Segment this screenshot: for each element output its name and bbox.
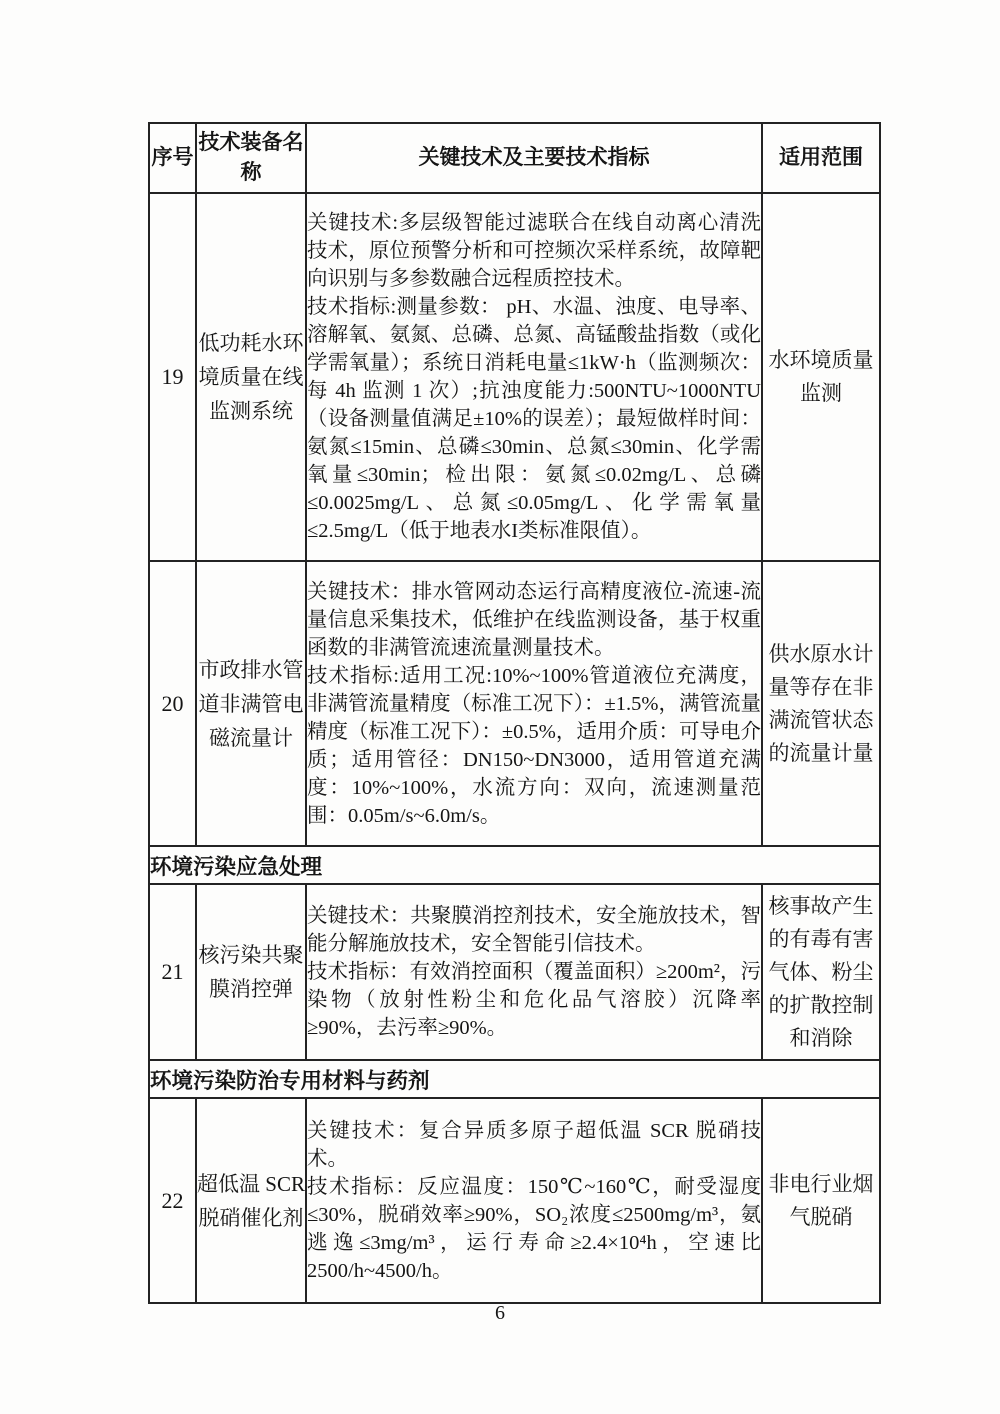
cell-equipment-name: 核污染共聚膜消控弹 xyxy=(196,884,306,1060)
cell-tech-details xyxy=(306,561,762,846)
key-technology-text: 关键技术：复合异质多原子超低温 SCR 脱硝技术。 xyxy=(307,1119,761,1170)
header-col-scope: 适用范围 xyxy=(762,123,880,193)
cell-tech-details xyxy=(306,193,762,561)
section-title: 环境污染防治专用材料与药剂 xyxy=(149,1060,880,1098)
cell-scope: 核事故产生的有毒有害气体、粉尘的扩散控制和消除 xyxy=(762,884,880,1060)
tech-indicators-text: 技术指标：反应温度：150℃~160℃，耐受湿度≤30%，脱硝效率≥90%，SO₂浓度≤2500mg/m³，氨逃逸≤3mg/m³，运行寿命≥2.4×10⁴h，空速比2500/h~4500/h。 xyxy=(307,1175,761,1282)
section-row xyxy=(149,846,880,884)
cell-scope: 非电行业烟气脱硝 xyxy=(762,1098,880,1303)
cell-number: 21 xyxy=(149,884,196,1060)
equipment-table xyxy=(148,122,881,1304)
cell-equipment-name: 低功耗水环境质量在线监测系统 xyxy=(196,193,306,561)
cell-number: 22 xyxy=(149,1098,196,1303)
header-col-name: 技术装备名称 xyxy=(196,123,306,193)
cell-tech-details xyxy=(306,1098,762,1303)
table-row xyxy=(149,193,880,561)
key-technology-text: 关键技术：排水管网动态运行高精度液位-流速-流量信息采集技术，低维护在线监测设备，基于权重函数的非满管流速流量测量技术。 xyxy=(307,580,761,659)
tech-indicators-text: 技术指标:适用工况:10%~100%管道液位充满度，非满管流量精度（标准工况下）：±1.5%，满管流量精度（标准工况下）：±0.5%，适用介质：可导电介质；适用管径：DN150~DN3000，适用管道充满度：10%~100%，水流方向：双向，流速测量范围：0.05m/s~6.0m/s。 xyxy=(307,664,761,827)
table-header-row xyxy=(149,123,880,193)
section-title: 环境污染应急处理 xyxy=(149,846,880,884)
cell-scope: 供水原水计量等存在非满流管状态的流量计量 xyxy=(762,561,880,846)
cell-scope: 水环境质量监测 xyxy=(762,193,880,561)
section-row xyxy=(149,1060,880,1098)
table-row xyxy=(149,1098,880,1303)
header-col-number: 序号 xyxy=(149,123,196,193)
cell-equipment-name: 市政排水管道非满管电磁流量计 xyxy=(196,561,306,846)
cell-equipment-name: 超低温 SCR 脱硝催化剂 xyxy=(196,1098,306,1303)
table-row xyxy=(149,561,880,846)
key-technology-text: 关键技术:多层级智能过滤联合在线自动离心清洗技术，原位预警分析和可控频次采样系统，故障靶向识别与多参数融合远程质控技术。 xyxy=(307,212,761,290)
cell-tech-details xyxy=(306,884,762,1060)
header-col-tech: 关键技术及主要技术指标 xyxy=(306,123,762,193)
tech-indicators-text: 技术指标：有效消控面积（覆盖面积）≥200m²，污染物（放射性粉尘和危化品气溶胶）沉降率≥90%，去污率≥90%。 xyxy=(307,961,761,1039)
cell-number: 20 xyxy=(149,561,196,846)
tech-indicators-text: 技术指标:测量参数： pH、水温、浊度、电导率、溶解氧、氨氮、总磷、总氮、高锰酸盐指数（或化学需氧量）；系统日消耗电量≤1kW·h（监测频次：每 4h 监测 1 次）;抗浊度能力:500NTU~1000NTU（设备测量值满足±10%的误差）；最短做样时间：氨氮≤15min、总磷≤30min、总氮≤30min、化学需氧量≤30min；检出限：氨氮≤0.02mg/L、总磷≤0.0025mg/L、总氮≤0.05mg/L、化学需氧量≤2.5mg/L（低于地表水I类标准限值）。 xyxy=(307,296,761,542)
key-technology-text: 关键技术：共聚膜消控剂技术，安全施放技术，智能分解施放技术，安全智能引信技术。 xyxy=(307,905,761,955)
cell-number: 19 xyxy=(149,193,196,561)
table-row xyxy=(149,884,880,1060)
page-number: 6 xyxy=(495,1302,505,1324)
